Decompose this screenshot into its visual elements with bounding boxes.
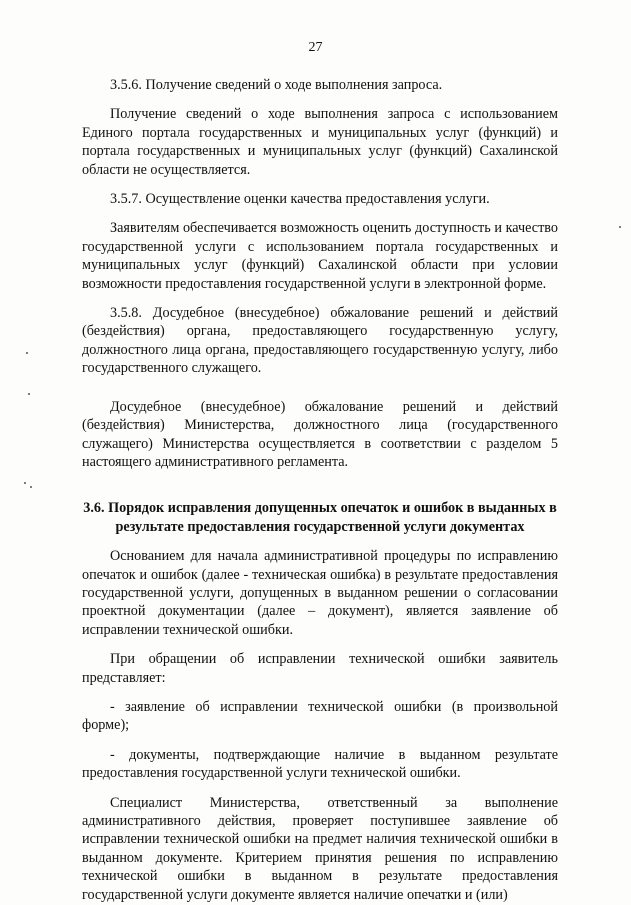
page-number: 27 bbox=[308, 40, 323, 55]
paragraph: 3.5.7. Осуществление оценки качества предоставления услуги. bbox=[110, 191, 490, 208]
paragraph: Основанием для начала административной процедуры по исправлению опечаток и ошибок (далее - техническая ошибка) в результате предоставления государственной услуги, допущенных в выданном решении о согласовании проектной документации (далее – документ), является заявление об исправлении технической ошибки. bbox=[82, 548, 558, 638]
paragraph: 3.5.8. Досудебное (внесудебное) обжалование решений и действий (бездействия) органа, предоставляющего государственную услугу, должностного лица органа, предоставляющего государственную услугу, либо государственного служащего. bbox=[82, 305, 558, 377]
paragraph: При обращении об исправлении технической ошибки заявитель представляет: bbox=[82, 651, 558, 686]
paragraph: Специалист Министерства, ответственный за выполнение административного действия, проверяет поступившее заявление об исправлении технической ошибки на предмет наличия технической ошибки в выданном документе. Критерием принятия решения по исправлению технической ошибки в выданном в результате предоставления государственной услуги документе является наличие опечатки и (или) bbox=[82, 794, 558, 903]
paragraph: - документы, подтверждающие наличие в выданном результате предоставления государственной услуги технической ошибки. bbox=[82, 746, 558, 782]
section-heading: 3.6. Порядок исправления допущенных опечаток и ошибок в выданных в результате предоставления государственной услуги документах bbox=[83, 500, 557, 535]
paragraph: Получение сведений о ходе выполнения запроса с использованием Единого портала государственных и муниципальных услуг (функций) и портала государственных и муниципальных услуг (функций) Сахалинской области не осуществляется. bbox=[82, 106, 558, 178]
document-body bbox=[82, 76, 558, 904]
scan-speck bbox=[30, 486, 32, 488]
scan-speck bbox=[26, 352, 28, 354]
scan-speck bbox=[24, 482, 26, 484]
paragraph: Досудебное (внесудебное) обжалование решений и действий (бездействия) Министерства, должностного лица (государственного служащего) Министерства осуществляется в соответствии с разделом 5 настоящего административного регламента. bbox=[82, 398, 558, 470]
paragraph: 3.5.6. Получение сведений о ходе выполнения запроса. bbox=[110, 77, 443, 93]
paragraph: Заявителям обеспечивается возможность оценить доступность и качество государственной услуги с использованием портала государственных и муниципальных услуг (функций) Сахалинской области при условии возможности предоставления государственной услуги в электронной форме. bbox=[82, 220, 558, 292]
scan-speck bbox=[619, 226, 621, 228]
paragraph: - заявление об исправлении технической ошибки (в произвольной форме); bbox=[82, 698, 558, 734]
scan-speck bbox=[28, 393, 30, 395]
